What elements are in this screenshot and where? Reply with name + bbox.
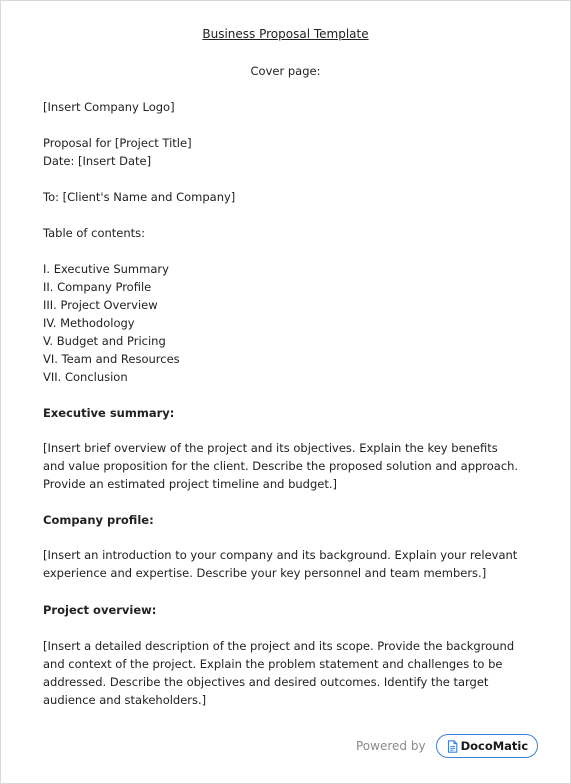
document-icon <box>447 740 458 753</box>
logo-placeholder: [Insert Company Logo] <box>43 100 175 114</box>
toc-item: VI. Team and Resources <box>43 352 180 366</box>
section-heading-project-overview: Project overview: <box>43 603 157 617</box>
toc-item: V. Budget and Pricing <box>43 334 166 348</box>
powered-by-footer <box>356 734 538 758</box>
section-heading-company-profile: Company profile: <box>43 513 154 527</box>
toc-item: VII. Conclusion <box>43 370 128 384</box>
section-body-executive-summary: [Insert brief overview of the project and its objectives. Explain the key benefits and value proposition for the client. Describe the proposed solution and approach. Provide an estimated project timeline and budget.] <box>43 441 519 491</box>
brand-name: DocoMatic <box>460 739 529 753</box>
date-line: Date: [Insert Date] <box>43 154 152 168</box>
section-body-project-overview: [Insert a detailed description of the project and its scope. Provide the background and context of the project. Explain the problem statement and challenges to be addressed. Describe the objectives and desired outcomes. Identify the target audience and stakeholders.] <box>43 639 515 707</box>
toc-item: IV. Methodology <box>43 316 135 330</box>
proposal-for-line: Proposal for [Project Title] <box>43 136 192 150</box>
docomatic-badge[interactable] <box>436 734 539 758</box>
powered-by-label: Powered by <box>356 739 426 753</box>
section-body-company-profile: [Insert an introduction to your company and its background. Explain your relevant experience and expertise. Describe your key personnel and team members.] <box>43 548 518 580</box>
section-heading-executive-summary: Executive summary: <box>43 406 175 420</box>
document-title: Business Proposal Template <box>202 27 369 41</box>
toc-item: II. Company Profile <box>43 280 152 294</box>
toc-item: III. Project Overview <box>43 298 158 312</box>
toc-heading: Table of contents: <box>43 226 146 240</box>
to-line: To: [Client's Name and Company] <box>43 190 236 204</box>
toc-item: I. Executive Summary <box>43 262 169 276</box>
cover-page-label: Cover page: <box>250 64 321 78</box>
